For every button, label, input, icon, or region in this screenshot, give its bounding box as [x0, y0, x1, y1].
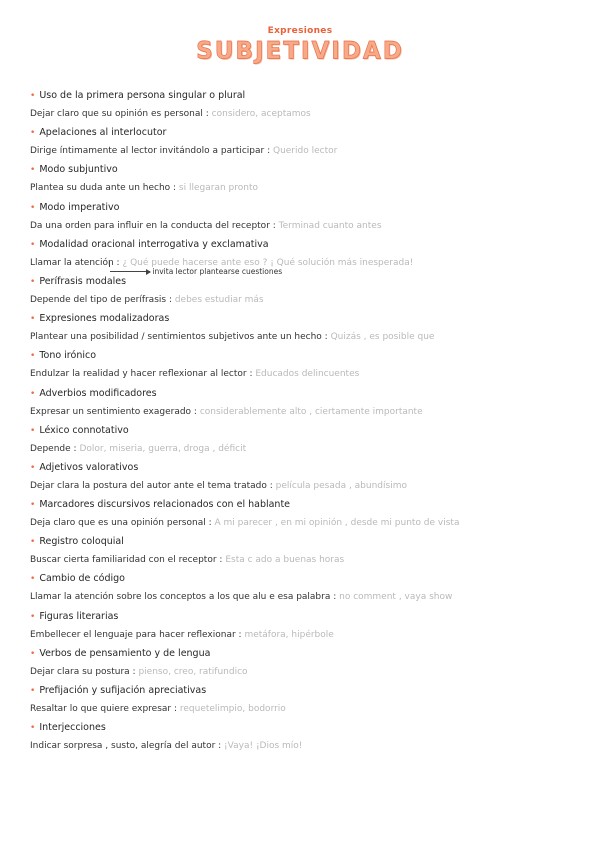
list-item: [30, 646, 585, 683]
entry-heading: [30, 162, 118, 178]
examples-text: ¿ Qué puede hacerse ante eso ? ¡ Qué solución más inesperada!: [122, 257, 414, 268]
entry-heading: [30, 125, 166, 141]
entry-heading: [30, 534, 124, 550]
examples-text: Dolor, miseria, guerra, droga , déficit: [79, 443, 247, 454]
heading-text: Modo subjuntivo: [39, 164, 118, 176]
heading-text: Interjecciones: [39, 722, 106, 734]
bullet-dot: •: [30, 165, 36, 176]
detail-text: Dejar clara su postura :: [30, 666, 139, 677]
heading-text: Expresiones modalizadoras: [39, 313, 170, 325]
detail-text: Expresar un sentimiento exagerado :: [30, 406, 200, 417]
bullet-dot: •: [30, 500, 36, 511]
heading-text: Marcadores discursivos relacionados con el hablante: [39, 499, 291, 511]
examples-text: Querido lector: [272, 146, 338, 157]
bullet-dot: •: [30, 351, 36, 362]
detail-text: Llamar la atención :: [30, 257, 123, 268]
entry-heading: [30, 423, 129, 439]
page-title: SUBJETIVIDAD: [196, 37, 404, 65]
detail-text: Dejar clara la postura del autor ante el tema tratado :: [30, 480, 276, 491]
detail-text: Da una orden para influir en la conducta del receptor :: [30, 220, 279, 231]
entry-detail: [30, 552, 344, 568]
detail-text: Depende :: [30, 443, 80, 454]
examples-text: película pesada , abundísimo: [275, 480, 407, 491]
list-item: [30, 386, 585, 423]
entry-heading: [30, 497, 290, 513]
heading-text: Uso de la primera persona singular o plural: [39, 90, 246, 101]
entry-heading: [30, 88, 245, 104]
bullet-dot: •: [30, 462, 36, 473]
entry-heading: [30, 274, 126, 290]
list-item: [30, 571, 585, 608]
detail-text: Llamar la atención sobre los conceptos a los que alu e esa palabra :: [30, 592, 340, 603]
entry-detail: [30, 404, 423, 420]
heading-text: Registro coloquial: [39, 536, 124, 548]
heading-text: Verbos de pensamiento y de lengua: [39, 647, 211, 659]
bullet-dot: •: [30, 239, 36, 250]
list-item: [30, 311, 585, 348]
bullet-dot: •: [30, 611, 36, 622]
entry-heading: [30, 571, 125, 587]
detail-text: Dejar claro que su opinión es personal :: [30, 109, 212, 119]
entry-heading: [30, 720, 106, 736]
heading-text: Figuras literarias: [39, 610, 119, 622]
detail-text: Deja claro que es una opinión personal :: [30, 518, 215, 529]
list-item: [30, 534, 585, 571]
heading-text: Cambio de código: [39, 573, 125, 585]
examples-text: Esta c ado a buenas horas: [225, 555, 345, 566]
entry-detail: [30, 329, 434, 345]
page-header: [0, 26, 600, 64]
list-item: [30, 423, 585, 460]
entry-detail: [30, 478, 407, 494]
examples-text: ¡Vaya! ¡Dios mío!: [224, 741, 303, 752]
annotation-hook: [109, 261, 110, 267]
bullet-dot: •: [30, 648, 36, 659]
entry-detail: [30, 180, 258, 196]
entry-heading: [30, 348, 96, 364]
bullet-dot: •: [30, 537, 36, 548]
list-item: [30, 609, 585, 646]
detail-text: Indicar sorpresa , susto, alegría del autor :: [30, 741, 225, 752]
bullet-dot: •: [30, 425, 36, 436]
examples-text: Quizás , es posible que: [330, 332, 435, 343]
arrow-icon: [110, 271, 150, 272]
entry-detail: [30, 143, 337, 159]
entry-detail: [30, 441, 246, 457]
bullet-dot: •: [30, 314, 36, 325]
examples-text: no comment , vaya show: [339, 592, 453, 603]
detail-text: Depende del tipo de perífrasis :: [30, 294, 175, 305]
entry-detail: [30, 627, 334, 643]
entry-heading: [30, 237, 269, 253]
heading-text: Perífrasis modales: [39, 275, 127, 287]
entries-list: [30, 88, 585, 757]
list-item: [30, 200, 585, 237]
entry-detail: [30, 701, 286, 717]
entry-detail: [30, 515, 459, 531]
heading-text: Modalidad oracional interrogativa y exclamativa: [39, 238, 269, 250]
list-item: [30, 720, 585, 757]
entry-heading: [30, 609, 118, 625]
heading-text: Prefijación y sufijación apreciativas: [39, 685, 207, 696]
bullet-dot: •: [30, 388, 36, 399]
detail-text: Plantear una posibilidad / sentimientos subjetivos ante un hecho :: [30, 332, 331, 343]
entry-heading: [30, 683, 206, 699]
entry-heading: [30, 460, 138, 476]
examples-text: considerablemente alto , ciertamente importante: [199, 406, 423, 417]
entry-heading: [30, 311, 169, 327]
heading-text: Adjetivos valorativos: [39, 461, 139, 473]
header-kicker: Expresiones: [267, 26, 333, 36]
detail-text: Plantea su duda ante un hecho :: [30, 183, 179, 194]
list-item: [30, 125, 585, 162]
bullet-dot: •: [30, 723, 36, 734]
list-item: [30, 88, 585, 125]
heading-text: Apelaciones al interlocutor: [39, 127, 167, 139]
examples-text: considero, aceptamos: [211, 109, 311, 119]
heading-text: Léxico connotativo: [39, 424, 129, 436]
examples-text: debes estudiar más: [174, 294, 264, 305]
bullet-dot: •: [30, 91, 36, 101]
entry-detail: [30, 366, 359, 382]
heading-text: Adverbios modificadores: [39, 387, 157, 399]
examples-text: Educados delincuentes: [255, 369, 360, 380]
detail-text: Resaltar lo que quiere expresar :: [30, 704, 180, 714]
list-item: [30, 162, 585, 199]
examples-text: Terminad cuanto antes: [278, 220, 382, 231]
list-item: [30, 237, 585, 274]
bullet-dot: •: [30, 276, 36, 287]
entry-detail: [30, 292, 264, 308]
entry-heading: [30, 646, 210, 662]
entry-detail: [30, 738, 302, 754]
entry-heading: [30, 386, 157, 402]
list-item: [30, 348, 585, 385]
list-item: [30, 683, 585, 720]
detail-text: Embellecer el lenguaje para hacer reflexionar :: [30, 629, 245, 640]
examples-text: metáfora, hipérbole: [244, 629, 334, 640]
bullet-dot: •: [30, 574, 36, 585]
bullet-dot: •: [30, 686, 36, 696]
heading-text: Modo imperativo: [39, 201, 120, 213]
list-item: [30, 497, 585, 534]
list-item: [30, 274, 585, 311]
detail-text: Buscar cierta familiaridad con el receptor :: [30, 555, 226, 566]
detail-text: Dirige íntimamente al lector invitándolo a participar :: [30, 146, 273, 157]
note-text: invita lector plantearse cuestiones: [152, 266, 283, 276]
entry-detail: [30, 589, 452, 605]
examples-text: requetelimpio, bodorrio: [179, 704, 286, 714]
examples-text: si llegaran pronto: [178, 183, 258, 194]
bullet-dot: •: [30, 128, 36, 139]
detail-text: Endulzar la realidad y hacer reflexionar al lector :: [30, 369, 256, 380]
examples-text: pienso, creo, ratifundico: [138, 666, 248, 677]
bullet-dot: •: [30, 202, 36, 213]
entry-detail: [30, 664, 248, 680]
heading-text: Tono irónico: [39, 350, 97, 362]
entry-detail: [30, 218, 382, 234]
examples-text: A mi parecer , en mi opinión , desde mi punto de vista: [214, 518, 460, 529]
entry-heading: [30, 200, 119, 216]
entry-detail: [30, 106, 311, 122]
list-item: [30, 460, 585, 497]
